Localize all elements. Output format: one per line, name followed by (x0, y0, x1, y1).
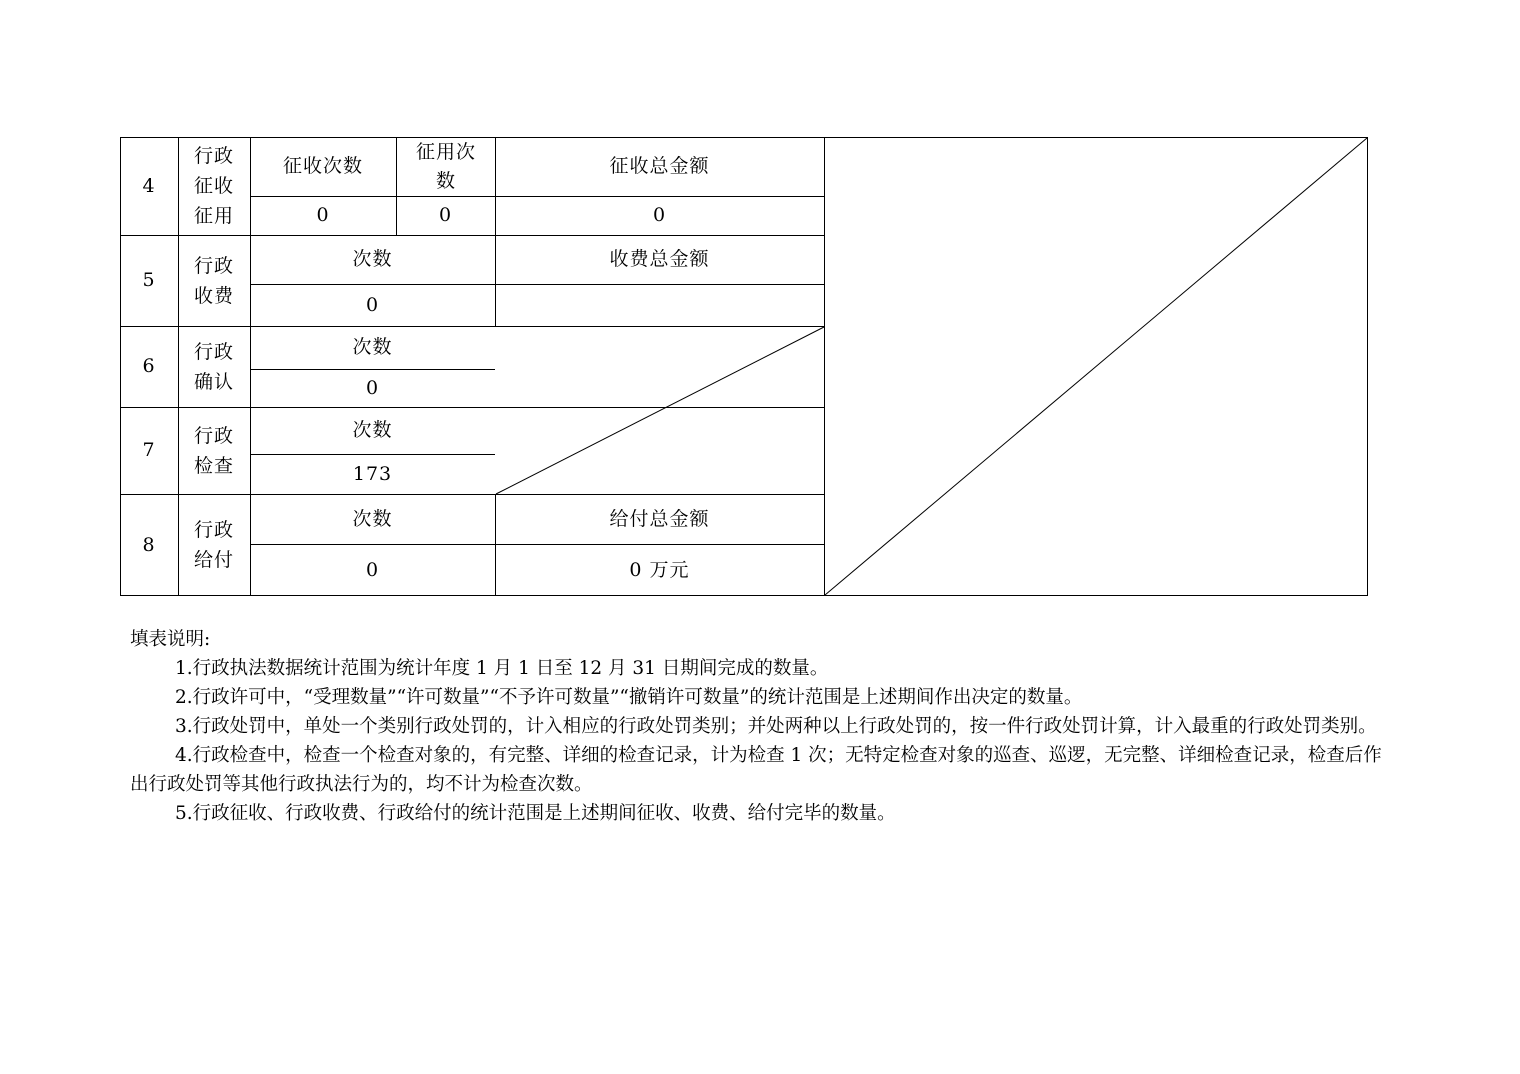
value-cell: 0 (652, 204, 667, 226)
category-label (178, 326, 250, 407)
category-label (178, 235, 250, 326)
value-cell: 0 万元 (629, 558, 690, 581)
category-line: 行政 (193, 424, 234, 447)
value-cell: 173 (352, 462, 393, 485)
value-cell: 0 (365, 293, 380, 316)
category-line: 收费 (193, 284, 234, 307)
row-number: 8 (142, 533, 156, 556)
row-number: 6 (142, 355, 156, 377)
note-item: 1.行政执法数据统计范围为统计年度 1 月 1 日至 12 月 31 日期间完成的数量。 (175, 658, 829, 679)
category-line: 给付 (193, 549, 234, 571)
notes-title: 填表说明: (130, 629, 211, 650)
category-label (178, 494, 250, 596)
row-number: 7 (142, 439, 156, 461)
category-line: 征用 (193, 205, 234, 227)
category-label (178, 407, 250, 494)
statistics-table (120, 137, 1368, 596)
column-header: 给付总金额 (609, 507, 710, 530)
value-cell: 0 (365, 376, 380, 399)
note-item: 5.行政征收、行政收费、行政给付的统计范围是上述期间征收、收费、给付完毕的数量。 (175, 803, 896, 824)
row-number: 4 (142, 174, 156, 197)
value-cell: 0 (316, 204, 330, 226)
column-header: 次数 (352, 419, 393, 441)
value-cell: 0 (438, 204, 453, 226)
column-header: 次数 (352, 336, 393, 358)
category-line: 确认 (193, 370, 234, 393)
note-item: 2.行政许可中，“受理数量”“许可数量”“不予许可数量”“撤销许可数量”的统计范围是上述期间作出决定的数量。 (175, 687, 1083, 708)
column-header: 次数 (352, 248, 393, 270)
category-line: 行政 (193, 145, 234, 167)
note-item: 4.行政检查中，检查一个检查对象的，有完整、详细的检查记录，计为检查 1 次；无特定检查对象的巡查、巡逻，无完整、详细检查记录，检查后作出行政处罚等其他行政执法行为的，均不计为检查次数。 (130, 745, 1382, 795)
column-header: 征收次数 (282, 155, 363, 177)
column-header: 征用次数 (415, 140, 476, 192)
column-header: 收费总金额 (609, 248, 710, 270)
category-line: 征收 (193, 175, 234, 197)
note-item: 3.行政处罚中，单处一个类别行政处罚的，计入相应的行政处罚类别；并处两种以上行政处罚的，按一件行政处罚计算，计入最重的行政处罚类别。 (175, 716, 1377, 737)
category-label (178, 137, 250, 235)
column-header: 征收总金额 (609, 155, 710, 177)
category-line: 检查 (193, 454, 234, 477)
row-number: 5 (142, 269, 156, 291)
column-header: 次数 (352, 507, 393, 530)
category-line: 行政 (193, 340, 234, 363)
value-cell (495, 284, 824, 326)
filling-instructions (130, 625, 1392, 828)
category-line: 行政 (193, 254, 234, 277)
category-line: 行政 (193, 519, 234, 541)
value-cell: 0 (365, 558, 380, 581)
